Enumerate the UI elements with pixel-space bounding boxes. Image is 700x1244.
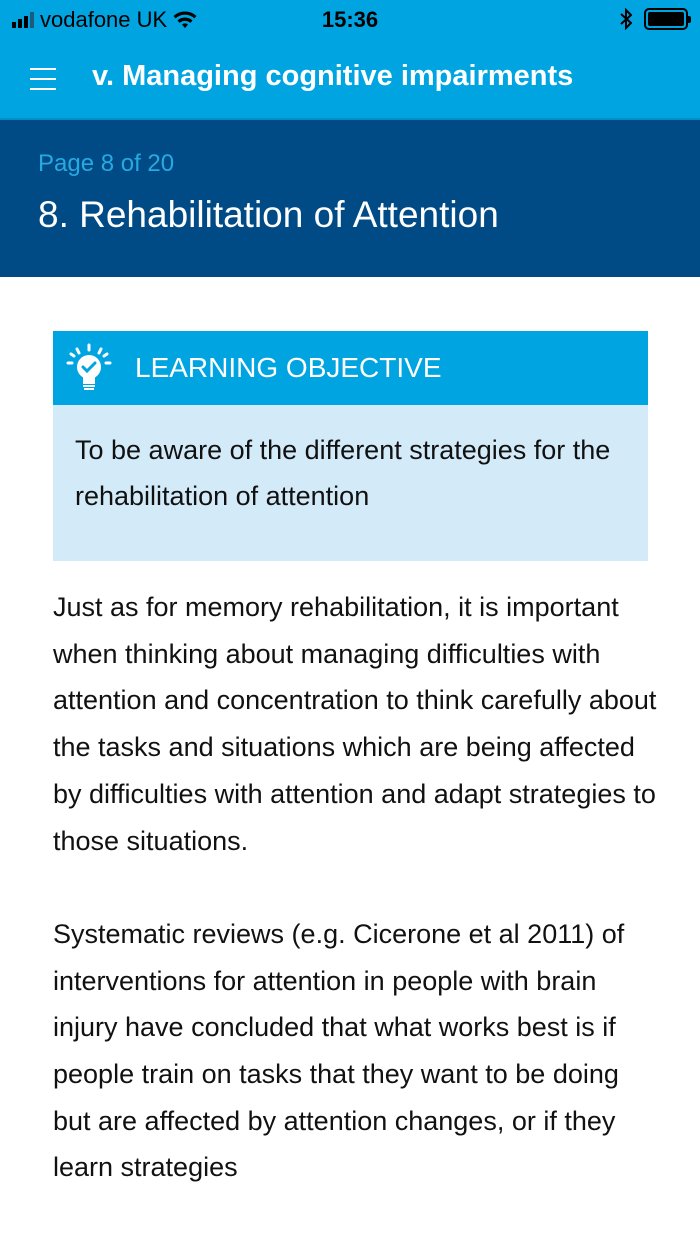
learning-objective-header [53,331,648,405]
page-header [0,120,700,277]
page-indicator: Page 8 of 20 [38,150,175,177]
hamburger-menu-icon[interactable] [30,68,56,90]
article-content [53,584,663,1238]
clock: 15:36 [321,7,379,32]
learning-objective-heading: LEARNING OBJECTIVE [135,352,442,383]
lightbulb-check-icon [65,343,113,393]
paragraph: Systematic reviews (e.g. Cicerone et al 2011) of interventions for attention in people with brain injury have concluded that what works best is if people train on tasks that they want to be doing but are affected by attention changes, or if they learn strategies [53,918,625,1183]
bluetooth-icon [620,8,632,30]
carrier-name: vodafone UK [40,7,168,32]
status-bar [0,0,700,40]
learning-objective-text: To be aware of the different strategies for the rehabilitation of attention [53,405,648,561]
learning-objective-box [53,331,648,561]
battery-icon [644,8,688,30]
nav-bar [0,40,700,120]
nav-title: v. Managing cognitive impairments [92,60,574,92]
page-title: 8. Rehabilitation of Attention [38,194,499,235]
paragraph: Just as for memory rehabilitation, it is important when thinking about managing difficulties with attention and concentration to think carefully about the tasks and situations which are being affected by difficulties with attention and adapt strategies to those situations. [53,592,657,856]
